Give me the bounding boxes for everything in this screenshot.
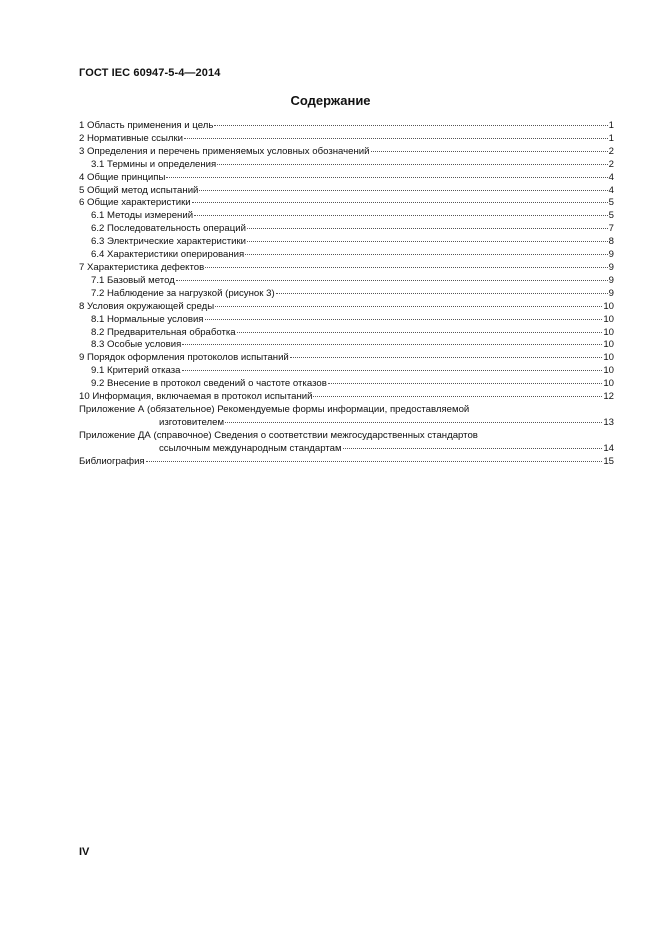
toc-entry-7[interactable]: [79, 262, 614, 275]
page-number: IV: [79, 846, 90, 858]
toc-entry-text-continued: изготовителем: [159, 416, 225, 428]
toc-entry-6-2[interactable]: [79, 223, 614, 236]
toc-entry-page: 10: [603, 300, 614, 312]
dot-leader: [184, 138, 608, 139]
toc-entry-text: 3 Определения и перечень применяемых условных обозначений: [79, 145, 370, 157]
toc-entry-text: 7.2 Наблюдение за нагрузкой (рисунок 3): [91, 287, 275, 299]
toc-entry-text: 6.3 Электрические характеристики: [91, 236, 247, 248]
dot-leader: [371, 151, 608, 152]
toc-entry-text: 6.1 Методы измерений: [91, 210, 194, 222]
toc-entry-page: 10: [603, 326, 614, 338]
toc-entry-8-3[interactable]: [79, 339, 614, 352]
toc-entry-page: 10: [603, 365, 614, 377]
toc-entry-8[interactable]: [79, 301, 614, 314]
toc-entry-text: 8.1 Нормальные условия: [91, 313, 204, 325]
toc-entry-bibliography[interactable]: [79, 456, 614, 469]
toc-entry-3-1[interactable]: [79, 159, 614, 172]
toc-entry-text: 8.2 Предварительная обработка: [91, 326, 236, 338]
page-title: Содержание: [290, 93, 371, 108]
toc-entry-page: 15: [603, 455, 614, 467]
toc-entry-1[interactable]: [79, 120, 614, 133]
toc-entry-2[interactable]: [79, 133, 614, 146]
toc-entry-page: 5: [608, 210, 614, 222]
toc-entry-7-2[interactable]: [79, 288, 614, 301]
toc-entry-page: 10: [603, 378, 614, 390]
toc-entry-text: Приложение А (обязательное) Рекомендуемые формы информации, предоставляемой: [79, 403, 470, 415]
toc-entry-page: 10: [603, 352, 614, 364]
toc-entry-text: Приложение ДА (справочное) Сведения о соответствии межгосударственных стандартов: [79, 429, 478, 441]
toc-entry-text: 9 Порядок оформления протоколов испытаний: [79, 352, 289, 364]
toc-entry-text: 3.1 Термины и определения: [91, 158, 217, 170]
toc-entry-page: 10: [603, 339, 614, 351]
dot-leader: [276, 293, 608, 294]
dot-leader: [225, 422, 602, 423]
toc-entry-page: 14: [603, 442, 614, 454]
dot-leader: [217, 164, 607, 165]
toc-entry-10[interactable]: [79, 391, 614, 404]
dot-leader: [290, 357, 603, 358]
dot-leader: [237, 332, 603, 333]
dot-leader: [176, 280, 608, 281]
dot-leader: [146, 461, 603, 462]
toc-entry-page: 9: [608, 287, 614, 299]
toc-entry-text: 6.4 Характеристики оперирования: [91, 249, 245, 261]
toc-entry-text: 6.2 Последовательность операций: [91, 223, 246, 235]
dot-leader: [245, 254, 607, 255]
toc-entry-text: 8 Условия окружающей среды: [79, 300, 215, 312]
document-code: ГОСТ IEC 60947-5-4—2014: [79, 67, 221, 79]
table-of-contents: [79, 120, 614, 468]
toc-entry-4[interactable]: [79, 172, 614, 185]
dot-leader: [205, 267, 607, 268]
toc-entry-text: 2 Нормативные ссылки: [79, 132, 184, 144]
toc-entry-text: 7.1 Базовый метод: [91, 274, 175, 286]
dot-leader: [166, 177, 607, 178]
dot-leader: [182, 370, 603, 371]
toc-entry-7-1[interactable]: [79, 275, 614, 288]
toc-entry-page: 2: [608, 158, 614, 170]
toc-entry-6-3[interactable]: [79, 236, 614, 249]
toc-entry-page: 10: [603, 313, 614, 325]
toc-entry-text: 9.2 Внесение в протокол сведений о частоте отказов: [91, 378, 327, 390]
toc-entry-text-continued: ссылочным международным стандартам: [159, 442, 342, 454]
toc-entry-page: 4: [608, 171, 614, 183]
toc-entry-text: 5 Общий метод испытаний: [79, 184, 199, 196]
toc-entry-6-4[interactable]: [79, 249, 614, 262]
toc-entry-text: 8.3 Особые условия: [91, 339, 182, 351]
dot-leader: [182, 344, 602, 345]
toc-entry-3[interactable]: [79, 146, 614, 159]
toc-entry-text: 9.1 Критерий отказа: [91, 365, 181, 377]
toc-entry-page: 9: [608, 249, 614, 261]
dot-leader: [343, 448, 603, 449]
toc-entry-text: 10 Информация, включаемая в протокол испытаний: [79, 391, 313, 403]
dot-leader: [194, 215, 608, 216]
dot-leader: [313, 396, 602, 397]
toc-entry-page: 13: [603, 416, 614, 428]
toc-entry-6[interactable]: [79, 197, 614, 210]
toc-entry-appendix-a[interactable]: [79, 404, 614, 430]
toc-entry-text: 1 Область применения и цель: [79, 120, 214, 131]
dot-leader: [247, 241, 608, 242]
toc-entry-text: 6 Общие характеристики: [79, 197, 191, 209]
toc-entry-page: 7: [608, 223, 614, 235]
toc-entry-text: 4 Общие принципы: [79, 171, 166, 183]
toc-entry-page: 5: [608, 197, 614, 209]
toc-entry-page: 1: [608, 132, 614, 144]
dot-leader: [215, 306, 602, 307]
toc-entry-page: 2: [608, 145, 614, 157]
toc-entry-9-2[interactable]: [79, 378, 614, 391]
dot-leader: [205, 319, 603, 320]
dot-leader: [199, 190, 607, 191]
toc-entry-page: 1: [608, 120, 614, 131]
toc-entry-text: Библиография: [79, 455, 145, 467]
toc-entry-8-2[interactable]: [79, 327, 614, 340]
dot-leader: [328, 383, 603, 384]
toc-entry-9-1[interactable]: [79, 365, 614, 378]
toc-entry-page: 8: [608, 236, 614, 248]
dot-leader: [214, 125, 607, 126]
toc-entry-8-1[interactable]: [79, 314, 614, 327]
toc-entry-page: 9: [608, 274, 614, 286]
toc-entry-page: 9: [608, 261, 614, 273]
dot-leader: [247, 228, 608, 229]
toc-entry-page: 4: [608, 184, 614, 196]
toc-entry-text: 7 Характеристика дефектов: [79, 261, 205, 273]
toc-entry-6-1[interactable]: [79, 210, 614, 223]
toc-entry-9[interactable]: [79, 352, 614, 365]
toc-entry-page: 12: [603, 391, 614, 403]
toc-entry-appendix-da[interactable]: [79, 430, 614, 456]
dot-leader: [192, 202, 608, 203]
toc-entry-5[interactable]: [79, 185, 614, 198]
